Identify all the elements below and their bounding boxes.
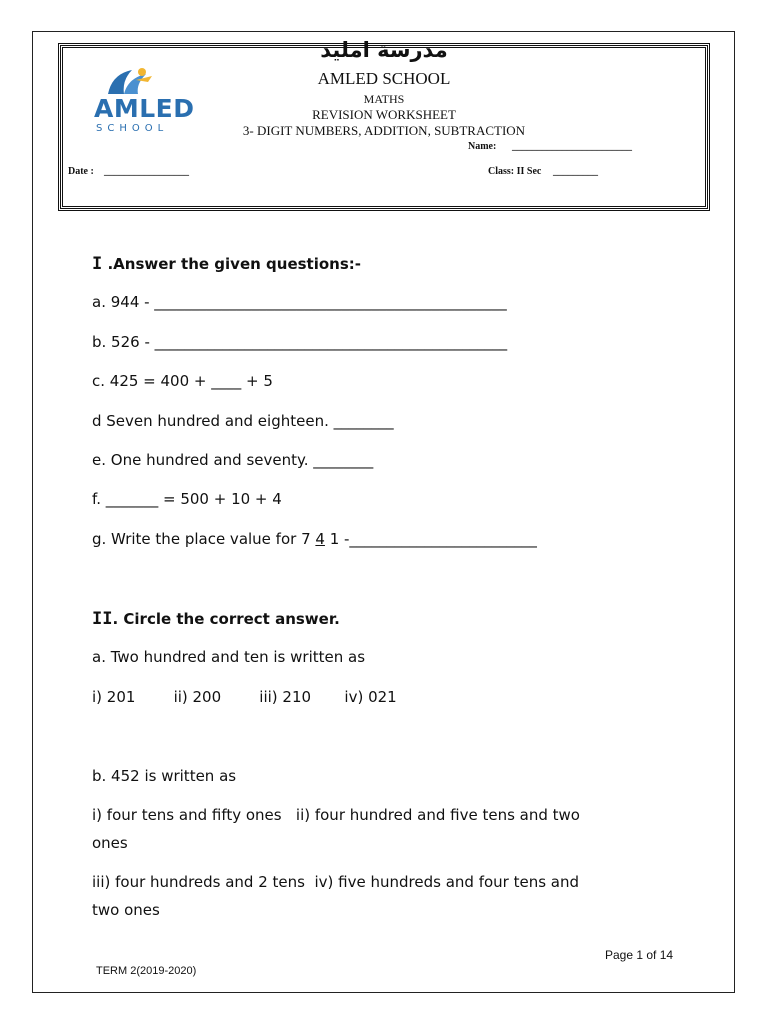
class-label: Class: II Sec — [488, 166, 542, 177]
logo-subtext: SCHOOL — [96, 123, 169, 134]
school-name-arabic: مدرسة امليد — [320, 38, 448, 62]
worksheet-topic: 3- DIGIT NUMBERS, ADDITION, SUBTRACTION — [242, 123, 526, 138]
mcq-b-options-line-3: iii) four hundreds and 2 tens iv) five hundreds and four tens and — [92, 873, 580, 891]
mcq-b-options-line-2: ones — [92, 834, 128, 852]
section-2-title: . Circle the correct answer. — [112, 610, 340, 628]
question-g-digit: 4 — [315, 530, 325, 548]
date-field[interactable]: _________________ — [104, 166, 189, 177]
question-f: f. _______ = 500 + 10 + 4 — [92, 490, 282, 508]
question-g-prefix: g. Write the place value for 7 — [92, 530, 316, 548]
name-field[interactable]: ________________________ — [512, 141, 632, 152]
logo-wordmark: AMLED — [94, 94, 195, 123]
mcq-a-question: a. Two hundred and ten is written as — [92, 648, 366, 666]
date-label: Date : — [68, 166, 94, 177]
section-1-heading — [92, 254, 361, 274]
class-section-field[interactable]: _________ — [553, 166, 598, 177]
question-g-suffix: 1 -_________________________ — [324, 530, 537, 548]
question-g — [92, 530, 537, 548]
worksheet-title: REVISION WORKSHEET — [312, 107, 456, 122]
question-b: b. 526 - _______________________________________________ — [92, 333, 508, 351]
question-e: e. One hundred and seventy. ________ — [92, 451, 374, 469]
section-1-title: .Answer the given questions:- — [107, 255, 361, 273]
mcq-b-options-line-1: i) four tens and fifty ones ii) four hundred and five tens and two — [92, 806, 580, 824]
question-d: d Seven hundred and eighteen. ________ — [92, 412, 394, 430]
section-2-numeral: II — [92, 609, 113, 629]
term-label: TERM 2(2019-2020) — [96, 965, 197, 977]
section-1-numeral: I — [92, 254, 103, 274]
subject-title: MATHS — [363, 92, 405, 106]
question-a: a. 944 - _______________________________________________ — [92, 293, 507, 311]
page-number: Page 1 of 14 — [605, 948, 674, 962]
question-c: c. 425 = 400 + ____ + 5 — [92, 372, 273, 390]
school-name: AMLED SCHOOL — [317, 69, 451, 88]
name-label: Name: — [468, 141, 497, 152]
section-2-heading — [92, 609, 340, 629]
mcq-a-options: i) 201 ii) 200 iii) 210 iv) 021 — [92, 688, 397, 706]
mcq-b-options-line-4: two ones — [92, 901, 160, 919]
mcq-b-question: b. 452 is written as — [92, 767, 237, 785]
